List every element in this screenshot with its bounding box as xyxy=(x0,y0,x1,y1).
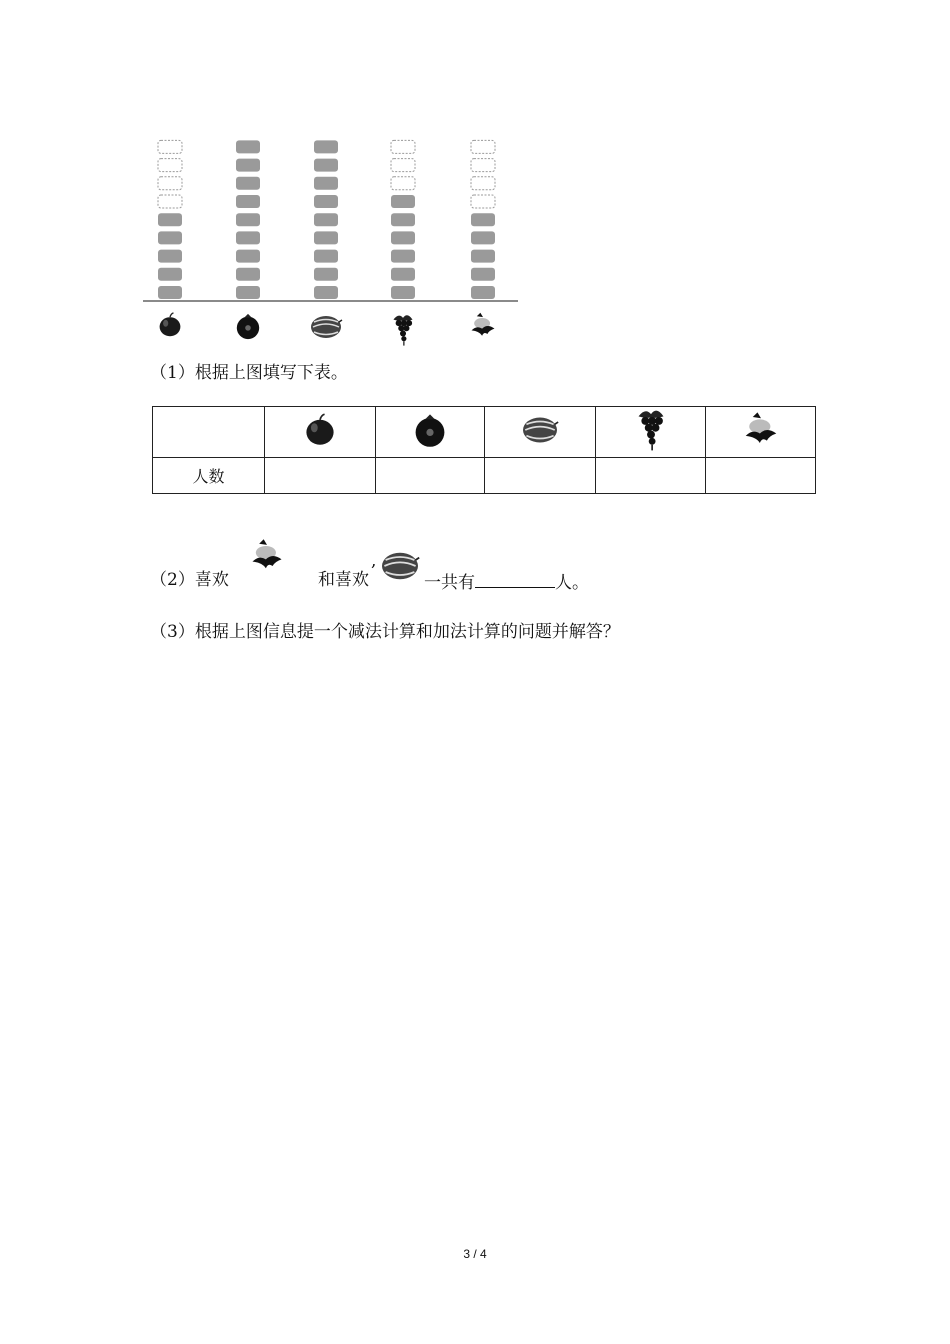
watermelon-icon xyxy=(378,548,422,584)
filled-block xyxy=(391,268,415,281)
filled-block xyxy=(236,268,260,281)
strawberry-icon xyxy=(472,313,495,336)
table-count-row xyxy=(153,458,816,494)
table-grapes-cell xyxy=(596,407,706,458)
question-2-middle: 和喜欢 xyxy=(318,570,369,590)
filled-block xyxy=(236,250,260,263)
filled-block xyxy=(471,250,495,263)
count-cell-watermelon[interactable] xyxy=(485,458,596,494)
empty-block xyxy=(391,140,415,153)
filled-block xyxy=(158,250,182,263)
count-cell-pomegranate[interactable] xyxy=(376,458,485,494)
strawberry-icon xyxy=(741,412,781,448)
question-3: （3）根据上图信息提一个减法计算和加法计算的问题并解答？ xyxy=(150,622,620,642)
grapes-icon xyxy=(634,407,668,453)
filled-block xyxy=(314,268,338,281)
answer-blank[interactable] xyxy=(475,569,555,588)
empty-block xyxy=(158,195,182,208)
watermelon-icon xyxy=(311,316,342,338)
empty-block xyxy=(391,159,415,172)
fruit-block-chart xyxy=(140,132,520,352)
filled-block xyxy=(236,140,260,153)
filled-block xyxy=(314,231,338,244)
row-label-count: 人数 xyxy=(153,458,265,494)
empty-block xyxy=(391,177,415,190)
filled-block xyxy=(158,268,182,281)
filled-block xyxy=(236,195,260,208)
table-apple-cell xyxy=(265,407,376,458)
filled-block xyxy=(471,231,495,244)
pomegranate-icon xyxy=(412,412,448,448)
table-corner-cell xyxy=(153,407,265,458)
filled-block xyxy=(314,159,338,172)
table-pomegranate-cell xyxy=(376,407,485,458)
apple-icon xyxy=(160,313,181,336)
question-1: （1）根据上图填写下表。 xyxy=(150,363,348,383)
grapes-icon xyxy=(393,315,412,345)
filled-block xyxy=(314,177,338,190)
filled-block xyxy=(158,213,182,226)
filled-block xyxy=(236,231,260,244)
filled-block xyxy=(391,286,415,299)
filled-block xyxy=(391,195,415,208)
fruit-count-table xyxy=(152,406,816,494)
filled-block xyxy=(391,213,415,226)
filled-block xyxy=(158,286,182,299)
strawberry-icon xyxy=(248,536,286,576)
empty-block xyxy=(471,195,495,208)
table-header-row xyxy=(153,407,816,458)
empty-block xyxy=(471,177,495,190)
filled-block xyxy=(158,231,182,244)
watermelon-icon xyxy=(520,413,560,447)
bar-watermelon xyxy=(314,140,338,299)
page-number: 3 / 4 xyxy=(463,1247,487,1261)
pomegranate-icon xyxy=(237,314,259,339)
filled-block xyxy=(236,177,260,190)
empty-block xyxy=(471,159,495,172)
filled-block xyxy=(314,195,338,208)
filled-block xyxy=(236,159,260,172)
filled-block xyxy=(314,140,338,153)
filled-block xyxy=(471,286,495,299)
filled-block xyxy=(471,213,495,226)
count-cell-grapes[interactable] xyxy=(596,458,706,494)
count-cell-strawberry[interactable] xyxy=(706,458,816,494)
filled-block xyxy=(314,213,338,226)
empty-block xyxy=(158,140,182,153)
empty-block xyxy=(471,140,495,153)
empty-block xyxy=(158,159,182,172)
filled-block xyxy=(236,213,260,226)
empty-block xyxy=(158,177,182,190)
filled-block xyxy=(471,268,495,281)
bar-pomegranate xyxy=(236,140,260,299)
bar-grapes xyxy=(391,140,415,299)
table-strawberry-cell xyxy=(706,407,816,458)
question-2-suffix: 一共有 人。 xyxy=(424,569,589,594)
table-watermelon-cell xyxy=(485,407,596,458)
question-2-comma: , xyxy=(371,551,377,571)
filled-block xyxy=(314,286,338,299)
filled-block xyxy=(236,286,260,299)
apple-icon xyxy=(302,413,338,447)
filled-block xyxy=(391,250,415,263)
count-cell-apple[interactable] xyxy=(265,458,376,494)
bar-apple xyxy=(158,140,182,299)
question-2-prefix: （2）喜欢 xyxy=(150,570,229,590)
filled-block xyxy=(314,250,338,263)
filled-block xyxy=(391,231,415,244)
bar-strawberry xyxy=(471,140,495,299)
